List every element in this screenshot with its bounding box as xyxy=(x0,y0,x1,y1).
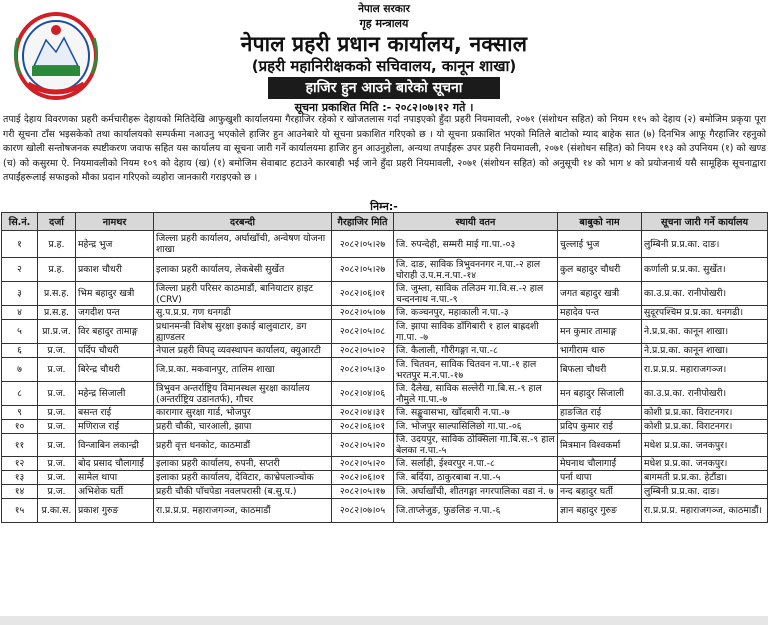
cell-name: महेन्द्र भुज xyxy=(76,231,154,258)
table-row xyxy=(2,231,768,258)
cell-father-name: जगत बहादुर खत्री xyxy=(558,282,642,306)
cell-rank: प्र.ज. xyxy=(38,382,76,406)
cell-issuing-office: कर्णाली प्र.प्र.का. सुर्खेत। xyxy=(642,258,768,282)
cell-name: प्रकाश गुरुङ xyxy=(76,499,154,523)
cell-father-name: कुल बहादुर चौधरी xyxy=(558,258,642,282)
cell-posting: प्रहरी चौकी, चारआली, झापा xyxy=(154,420,332,434)
table-row xyxy=(2,282,768,306)
cell-father-name: मन बहादुर सिजाली xyxy=(558,382,642,406)
cell-posting: प्रहरी वृत्त धनकोट, काठमाडौं xyxy=(154,434,332,457)
cell-serial: ३ xyxy=(2,282,38,306)
table-header-row xyxy=(2,213,768,231)
cell-absent-date: २०८२।०६।०१ xyxy=(332,282,394,306)
cell-rank: प्र.ज. xyxy=(38,344,76,358)
publish-date: सूचना प्रकाशित मिति :- २०८२।०७।१२ गते । xyxy=(294,101,474,114)
cell-absent-date: २०८२।०६।०१ xyxy=(332,420,394,434)
absentee-table xyxy=(1,212,768,523)
cell-rank: प्र.का.स. xyxy=(38,499,76,523)
table-row xyxy=(2,258,768,282)
cell-address: जि. झापा साविक डाँगिबारी १ हाल बाह्रदशी गा.पा. -७ xyxy=(394,320,558,344)
column-header-address: स्थायी वतन xyxy=(394,213,558,231)
cell-father-name: भागीराम थारु xyxy=(558,344,642,358)
cell-serial: ७ xyxy=(2,358,38,382)
cell-serial: १४ xyxy=(2,485,38,499)
column-header-rank: दर्जा xyxy=(38,213,76,231)
cell-father-name: ज्ञान बहादुर गुरुङ xyxy=(558,499,642,523)
cell-address: जि. भोजपुर साल्पासिलिछो गा.पा.-०६ xyxy=(394,420,558,434)
cell-serial: १३ xyxy=(2,471,38,485)
cell-name: विन्जाबिन लकान्द्री xyxy=(76,434,154,457)
cell-absent-date: २०८२।०५।२० xyxy=(332,457,394,471)
cell-absent-date: २०८२।०५।३० xyxy=(332,358,394,382)
column-header-absent-date: गैरहाजिर मिति xyxy=(332,213,394,231)
cell-serial: ५ xyxy=(2,320,38,344)
government-name: नेपाल सरकार xyxy=(358,3,410,15)
cell-name: प्रकाश चौधरी xyxy=(76,258,154,282)
cell-address: जि. चितवन, साविक चितवन न.पा.-१ हाल भरतपुर म.न.पा.-१७ xyxy=(394,358,558,382)
cell-issuing-office: ने.प्र.प्र.का. कानून शाखा। xyxy=(642,320,768,344)
column-header-posting: दरबन्दी xyxy=(154,213,332,231)
cell-posting: इलाका प्रहरी कार्यालय, लेकबेसी सुर्खेत xyxy=(154,258,332,282)
notice-body: तपाई देहाय विवरणका प्रहरी कर्मचारीहरू देहायको मितिदेखि आफुखुशी कार्यालयमा गैरहाजिर रहेको र खोजतलास गर्दा नपाइएको हुँदा प्रहरी नियमावली, २०७१ (संशोधन सहित) को नियम ११५ को देहाय (२) बमोजिम प्रकृया पूरा गरी सूचना टाँस भइसकेको तथा कार्यालयको सम्पर्कमा नआउनु भएकोले हाजिर हुन आउनेबारे यो सूचना प्रकाशित गरिएको छ । यो सूचना प्रकाशित भएको मितिले बाटोको म्याद बाहेक सात (७) दिनभित्र आफू गैरहाजिर रहनुको कारण खोली सन्तोषजनक स्पष्टीकरण जवाफ सहित यस कार्यालय वा सूचना जारी गर्ने कार्यालयमा हाजिर हुन आउनुहोला, अन्यथा तपाईंहरू उपर प्रहरी नियमावली, २०७१ (संशोधन सहित) को नियम ११३ को उपनियम (१) को खण्ड (च) को कसुरमा ऐ. नियमावलीको नियम १०९ को देहाय (ख) (१) बमोजिम सेवाबाट हटाउने कारबाही भई जाने हुँदा प्रहरी नियमावली, २०७१ (संशोधन सहित) को अनुसूची १४ को भाग ४ को प्रयोजनार्थ यसै सामूहिक सूचनाद्वारा तपाईंहरूलाई सफाइको मौका प्रदान गरिएको व्यहोरा जानकारी गराइएको छ । xyxy=(3,114,767,184)
cell-posting: नेपाल प्रहरी विपद् व्यवस्थापन कार्यालय, क्युआरटी xyxy=(154,344,332,358)
cell-issuing-office: सुदूरपश्चिम प्र.प्र.का. धनगढी। xyxy=(642,306,768,320)
cell-posting: रा.प्र.प्र.प्र. महाराजगञ्ज, काठमाडौं xyxy=(154,499,332,523)
cell-name: जगदीश पन्त xyxy=(76,306,154,320)
column-header-issuing-office: सूचना जारी गर्ने कार्यालय xyxy=(642,213,768,231)
cell-absent-date: २०८२।०४।०६ xyxy=(332,382,394,406)
cell-issuing-office: कोशी प्र.प्र.का. विराटनगर। xyxy=(642,420,768,434)
table-row xyxy=(2,420,768,434)
cell-posting: प्रधानमन्त्री विशेष सुरक्षा इकाई बालुवाटार, डग ह्याण्डलर xyxy=(154,320,332,344)
cell-absent-date: २०८२।०५।२७ xyxy=(332,258,394,282)
table-body xyxy=(2,231,768,523)
cell-rank: प्र.ज. xyxy=(38,434,76,457)
cell-name: मणिराज राई xyxy=(76,420,154,434)
cell-issuing-office: कोशी प्र.प्र.का. विराटनगर। xyxy=(642,406,768,420)
cell-name: बिरेन्द्र चौधरी xyxy=(76,358,154,382)
cell-posting: इलाका प्रहरी कार्यालय, रुपनी, सप्तरी xyxy=(154,457,332,471)
cell-issuing-office: लुम्बिनी प्र.प्र.का. दाङ। xyxy=(642,231,768,258)
table-row xyxy=(2,382,768,406)
cell-rank: प्र.ज. xyxy=(38,406,76,420)
cell-rank: प्र.ज. xyxy=(38,358,76,382)
cell-posting: जिल्ला प्रहरी कार्यालय, अर्घाखाँची, अन्वेषण योजना शाखा xyxy=(154,231,332,258)
cell-address: जि. कञ्चनपुर, महाकाली न.पा.-३ xyxy=(394,306,558,320)
cell-posting: जि.प्र.का. मकवानपुर, तालिम शाखा xyxy=(154,358,332,382)
cell-serial: १ xyxy=(2,231,38,258)
cell-absent-date: २०८२।०५।२७ xyxy=(332,231,394,258)
cell-posting: इलाका प्रहरी कार्यालय, देविटार, काभ्रेपलाञ्चोक xyxy=(154,471,332,485)
cell-absent-date: २०८२।०४।३१ xyxy=(332,406,394,420)
cell-issuing-office: ने.प्र.प्र.का. कानून शाखा। xyxy=(642,344,768,358)
cell-father-name: मेघनाथ चौलागाईं xyxy=(558,457,642,471)
table-row xyxy=(2,406,768,420)
page-bottom-strip xyxy=(0,616,768,625)
cell-issuing-office: मधेश प्र.प्र.का. जनकपुर। xyxy=(642,457,768,471)
cell-absent-date: २०८२।०५।०२ xyxy=(332,344,394,358)
cell-rank: प्र.ज. xyxy=(38,485,76,499)
column-header-father-name: बाबुको नाम xyxy=(558,213,642,231)
cell-posting: कारागार सुरक्षा गार्ड, भोजपुर xyxy=(154,406,332,420)
cell-posting: सु.प.प्र.प्र. गण धनगढी xyxy=(154,306,332,320)
cell-serial: १५ xyxy=(2,499,38,523)
branch-name: (प्रहरी महानिरीक्षकको सचिवालय, कानून शाखा) xyxy=(251,57,517,75)
cell-father-name: हाङजित राई xyxy=(558,406,642,420)
table-row xyxy=(2,485,768,499)
office-name: नेपाल प्रहरी प्रधान कार्यालय, नक्साल xyxy=(240,32,528,56)
cell-name: महेन्द्र सिजाली xyxy=(76,382,154,406)
column-header-serial: सि.नं. xyxy=(2,213,38,231)
cell-name: विर बहादुर तामाङ्ग xyxy=(76,320,154,344)
table-row xyxy=(2,434,768,457)
cell-address: जि.ताप्लेजुङ, फुङलिङ न.पा.-६ xyxy=(394,499,558,523)
cell-serial: १० xyxy=(2,420,38,434)
notice-title: हाजिर हुन आउने बारेको सूचना xyxy=(268,77,500,99)
cell-rank: प्र.ह. xyxy=(38,258,76,282)
cell-issuing-office: का.उ.प्र.का. रानीपोखरी। xyxy=(642,382,768,406)
cell-father-name: मित्रमान विश्वकर्मा xyxy=(558,434,642,457)
cell-issuing-office: बागमती प्र.प्र.का. हेटौंडा। xyxy=(642,471,768,485)
cell-father-name: नन्द बहादुर घर्ती xyxy=(558,485,642,499)
table-row xyxy=(2,457,768,471)
ministry-name: गृह मन्त्रालय xyxy=(359,17,409,30)
table-row xyxy=(2,320,768,344)
cell-absent-date: २०८२।०६।०१ xyxy=(332,471,394,485)
cell-address: जि. सङ्खुवासभा, खाँदबारी न.पा.-७ xyxy=(394,406,558,420)
cell-posting: प्रहरी चौकी पाँचपेडा नवलपरासी (ब.सु.प.) xyxy=(154,485,332,499)
cell-address: जि. अर्घाखाँची, शीतगङ्गा नगरपालिका वडा नं. ७ xyxy=(394,485,558,499)
cell-address: जि. उदयपुर, साविक ठोक्सिला गा.बि.स.-९ हाल बेलका न.पा.-५ xyxy=(394,434,558,457)
cell-issuing-office: रा.प्र.प्र.प्र. महाराजगञ्ज। xyxy=(642,358,768,382)
table-row xyxy=(2,358,768,382)
table-row xyxy=(2,306,768,320)
cell-absent-date: २०८२।०७।०५ xyxy=(332,499,394,523)
cell-father-name: प्रदिप कुमार राई xyxy=(558,420,642,434)
cell-address: जि. कैलाली, गौरीगङ्गा न.पा.-८ xyxy=(394,344,558,358)
list-heading: निम्न:- xyxy=(370,200,398,213)
cell-father-name: चुल्लाई भुज xyxy=(558,231,642,258)
table-row xyxy=(2,344,768,358)
cell-name: अभिशेक घर्ती xyxy=(76,485,154,499)
cell-name: बोद प्रसाद चौलागाईं xyxy=(76,457,154,471)
cell-serial: ४ xyxy=(2,306,38,320)
cell-posting: त्रिभुवन अन्तर्राष्ट्रिय विमानस्थल सुरक्षा कार्यालय (अन्तर्राष्ट्रिय उडानतर्फ), गौचर xyxy=(154,382,332,406)
cell-father-name: महादेव पन्त xyxy=(558,306,642,320)
cell-address: जि. जुम्ला, साविक तलिउम गा.वि.स.-२ हाल चन्दननाथ न.पा.-९ xyxy=(394,282,558,306)
cell-address: जि. दाङ, साविक त्रिभुवननगर न.पा.-२ हाल घोराही उ.प.म.न.पा.-१४ xyxy=(394,258,558,282)
cell-issuing-office: मधेश प्र.प्र.का. जनकपुर। xyxy=(642,434,768,457)
cell-address: जि. बर्दिया, ठाकुरबाबा न.पा.-५ xyxy=(394,471,558,485)
cell-rank: प्र.ह. xyxy=(38,231,76,258)
cell-name: भिम बहादुर खत्री xyxy=(76,282,154,306)
notice-header xyxy=(0,0,768,112)
cell-father-name: बिफला चौधरी xyxy=(558,358,642,382)
cell-rank: प्र.ज. xyxy=(38,471,76,485)
cell-name: सामेल थापा xyxy=(76,471,154,485)
table-row xyxy=(2,499,768,523)
cell-serial: ११ xyxy=(2,434,38,457)
cell-rank: प्रा.प्र.ज. xyxy=(38,320,76,344)
cell-rank: प्र.स.ह. xyxy=(38,282,76,306)
cell-serial: २ xyxy=(2,258,38,282)
cell-rank: प्र.ज. xyxy=(38,420,76,434)
cell-father-name: मन कुमार तामाङ्ग xyxy=(558,320,642,344)
column-header-name: नामथर xyxy=(76,213,154,231)
table-row xyxy=(2,471,768,485)
cell-serial: ९ xyxy=(2,406,38,420)
cell-absent-date: २०८२।०५।०८ xyxy=(332,320,394,344)
cell-absent-date: २०८२।०५।२० xyxy=(332,434,394,457)
cell-rank: प्र.स.ह. xyxy=(38,306,76,320)
cell-serial: ८ xyxy=(2,382,38,406)
cell-address: जि. रुपन्देही, सम्मरी माई गा.पा.-०३ xyxy=(394,231,558,258)
cell-father-name: पर्ना थापा xyxy=(558,471,642,485)
cell-issuing-office: का.उ.प्र.का. रानीपोखरी। xyxy=(642,282,768,306)
cell-issuing-office: रा.प्र.प्र.प्र. महाराजगञ्ज, काठमाडौं। xyxy=(642,499,768,523)
cell-address: जि. दैलेख, साविक सल्लेरी गा.बि.स.-९ हाल नौमुले गा.पा.-७ xyxy=(394,382,558,406)
cell-name: बसन्त राई xyxy=(76,406,154,420)
cell-posting: जिल्ला प्रहरी परिसर काठमाडौं, बानियाटार हाइट (CRV) xyxy=(154,282,332,306)
cell-absent-date: २०८२।०५।१७ xyxy=(332,485,394,499)
cell-name: पर्दिप चौधरी xyxy=(76,344,154,358)
cell-address: जि. सर्लाही, ईश्वरपुर न.पा.-८ xyxy=(394,457,558,471)
cell-absent-date: २०८२।०५।०७ xyxy=(332,306,394,320)
cell-issuing-office: लुम्बिनी प्र.प्र.का. दाङ। xyxy=(642,485,768,499)
cell-rank: प्र.ज. xyxy=(38,457,76,471)
cell-serial: ६ xyxy=(2,344,38,358)
cell-serial: १२ xyxy=(2,457,38,471)
